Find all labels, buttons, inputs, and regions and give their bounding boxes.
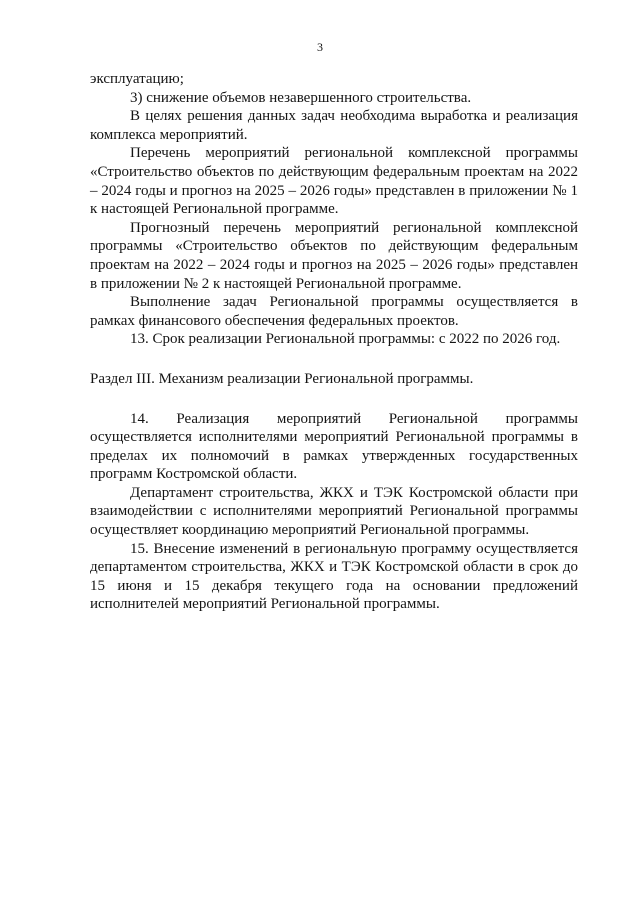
document-body [90,70,578,614]
paragraph-tasks-solution: В целях решения данных задач необходима выработка и реализация комплекса мероприятий. [90,108,578,143]
paragraph-tasks-execution: Выполнение задач Региональной программы осуществляется в рамках финансового обеспечения федеральных проектов. [90,294,578,329]
paragraph-item-14: осуществляется исполнителями мероприятий Региональной программы в пределах их полномочий в рамках утвержденных государственных программ Костромской области. [90,429,578,483]
page-number: 3 [317,40,323,54]
section-heading: Раздел III. Механизм реализации Региональной программы. [90,370,474,387]
paragraph-item-15: 15. Внесение изменений в региональную программу осуществляется департаментом строительства, ЖКХ и ТЭК Костромской области в срок до 15 июня и 15 декабря текущего года на основании предложений исполнителей мероприятий Региональной программы. [90,540,578,613]
paragraph-forecast-list: Прогнозный перечень мероприятий региональной комплексной программы «Строительство объектов по действующим федеральным проектам на 2022 – 2024 годы и прогноз на 2025 – 2026 годы» представлен в приложении № 2 к настоящей Региональной программе. [90,219,578,292]
paragraph-item-3: 3) снижение объемов незавершенного строительства. [130,89,472,106]
paragraph-activities-list: Перечень мероприятий региональной комплексной программы «Строительство объектов по действующим федеральным проектам на 2022 – 2024 годы и прогноз на 2025 – 2026 годы» представлен в приложении № 1 к настоящей Региональной программе. [90,145,578,218]
paragraph-department-coordination: Департамент строительства, ЖКХ и ТЭК Костромской области при взаимодействии с исполнителями мероприятий Региональной программы осуществляет координацию мероприятий Региональной программы. [90,484,578,539]
paragraph-item-13: 13. Срок реализации Региональной программы: с 2022 по 2026 год. [130,331,561,348]
paragraph-item-14-first-line: 14. Реализация мероприятий Региональной программы [130,410,578,427]
paragraph-continuation: эксплуатацию; [90,71,184,87]
